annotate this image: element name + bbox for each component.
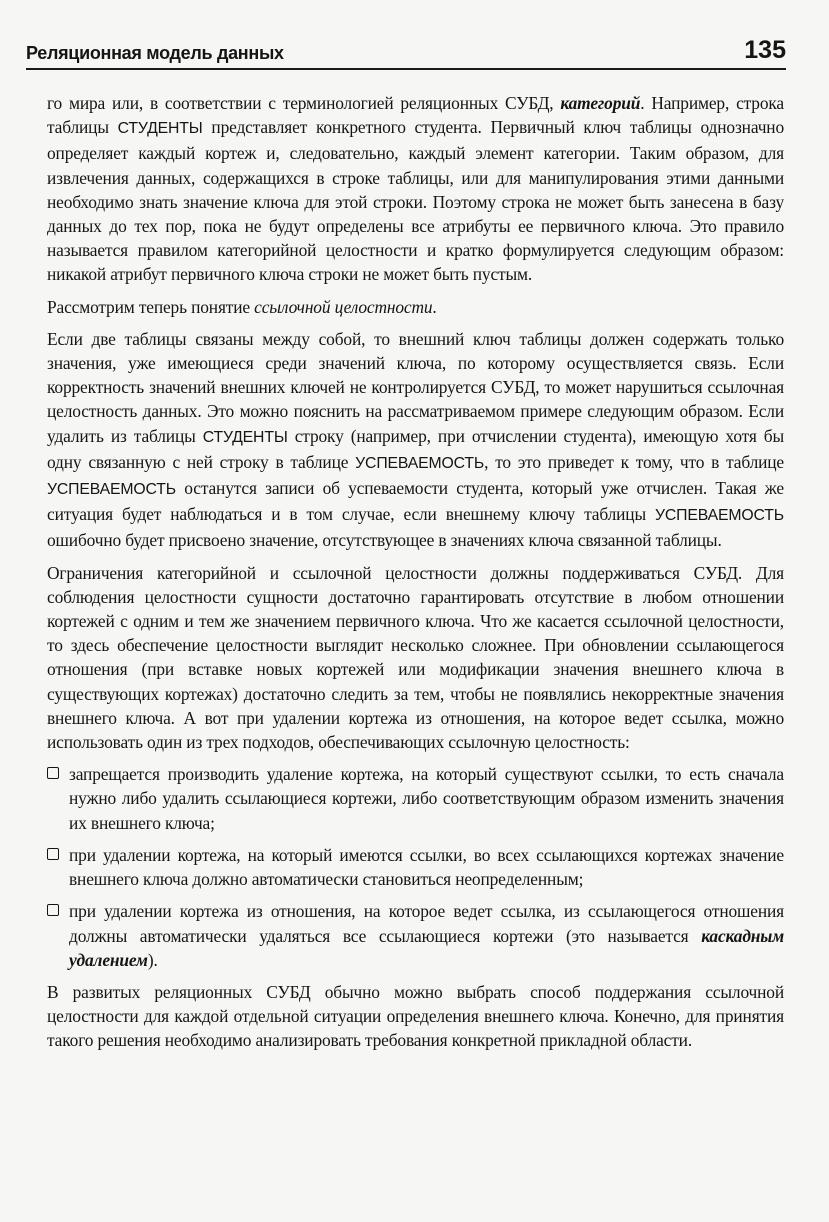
term-category: категорий [560,93,641,113]
list-item-text: ). [147,949,158,970]
text-run: представляет конкретного студента. Первичный ключ таблицы однозначно определяет каждый кортеж и, следовательно, каждый элемент категории. Таким образом, для извлечения данных, содержащихся в строке таблицы, или для манипулирования этими данными необходимо знать значение ключа для этой строки. Поэтому строка не может быть занесена в базу данных до тех пор, пока не будут определены все атрибуты ее первичного ключа. Это правило называется правилом категорийной целостности и кратко формулируется следующим образом: никакой атрибут первичного ключа строки не может быть пустым. [47,117,784,285]
term-referential-integrity: ссылочной целостности [254,296,433,317]
body-text [47,91,784,1053]
list-item [47,762,784,835]
paragraph-category-integrity [47,91,784,287]
text-run: . [432,296,437,317]
table-name-students: СТУДЕНТЫ [117,120,203,138]
text-run: Если две таблицы связаны между собой, то внешний ключ таблицы должен содержать только значения, уже имеющиеся среди значений ключа, по которому осуществляется связь. Если корректность значений внешних ключей не контролируется СУБД, то может нарушиться ссылочная целостность данных. Это можно пояснить на рассматриваемом примере следующим образом. Если удалить из таблицы [47,328,784,446]
paragraph-constraints: Ограничения категорийной и ссылочной целостности должны поддерживаться СУБД. Для соблюдения целостности сущности достаточно гарантировать отсутствие в любом отношении кортежей с одним и тем же значением первичного ключа. Что же касается ссылочной целостности, то здесь обеспечение целостности выглядит несколько сложнее. При обновлении ссылающегося отношения (при вставке новых кортежей или модификации значения внешнего ключа в существующих кортежах) достаточно следить за тем, чтобы не появлялись некорректные значения внешнего ключа. А вот при удалении кортежа из отношения, на которое ведет ссылка, можно использовать один из трех подходов, обеспечивающих ссылочную целостность: [47,562,784,753]
text-run: строку (например, при отчислении студента), имеющую хотя бы одну связанную с ней строку в таблице [47,425,784,472]
list-item-text: запрещается производить удаление кортежа, на который существуют ссылки, то есть сначала нужно либо удалить ссылающиеся кортежи, либо соответствующим образом изменить значения их внешнего ключа; [69,764,784,833]
text-run: ошибочно будет присвоено значение, отсутствующее в значениях ключа связанной таблицы. [47,530,722,551]
page-number: 135 [744,36,786,64]
text-run: Рассмотрим теперь понятие [47,296,255,317]
table-name-progress: УСПЕВАЕМОСТЬ [355,454,485,472]
list-item [47,899,784,972]
text-run: го мира или, в соответствии с терминологией реляционных СУБД, [47,93,561,113]
running-header [26,30,786,70]
list-item-text: при удалении кортежа, на который имеются ссылки, во всех ссылающихся кортежах значение внешнего ключа должно автоматически становиться неопределенным; [69,844,784,890]
term-cascade-delete: каскадным удалением [69,925,784,970]
approaches-list [47,762,784,972]
list-item-text: при удалении кортежа из отношения, на которое ведет ссылка, из ссылающегося отношения должны автоматически удаляться все ссылающиеся кортежи (это называется [69,901,784,946]
paragraph-referential-intro [47,295,784,319]
table-name-progress: УСПЕВАЕМОСТЬ [655,507,784,525]
text-run: . Например, строка таблицы [47,93,784,138]
list-item [47,843,784,891]
text-run: останутся записи об успеваемости студента, который уже отчислен. Такая же ситуация будет наблюдаться и в том случае, если внешнему ключу таблицы [47,478,784,525]
checkbox-bullet-icon [47,767,59,779]
text-run: , то это приведет к тому, что в таблице [484,451,785,472]
paragraph-conclusion: В развитых реляционных СУБД обычно можно выбрать способ поддержания ссылочной целостности для каждой отдельной ситуации определения внешнего ключа. Конечно, для принятия такого решения необходимо анализировать требования конкретной прикладной области. [47,981,784,1051]
checkbox-bullet-icon [47,848,59,860]
table-name-progress: УСПЕВАЕМОСТЬ [47,481,176,499]
checkbox-bullet-icon [47,904,59,916]
table-name-students: СТУДЕНТЫ [202,428,288,446]
chapter-title: Реляционная модель данных [26,43,284,63]
paragraph-foreign-key [47,327,784,553]
